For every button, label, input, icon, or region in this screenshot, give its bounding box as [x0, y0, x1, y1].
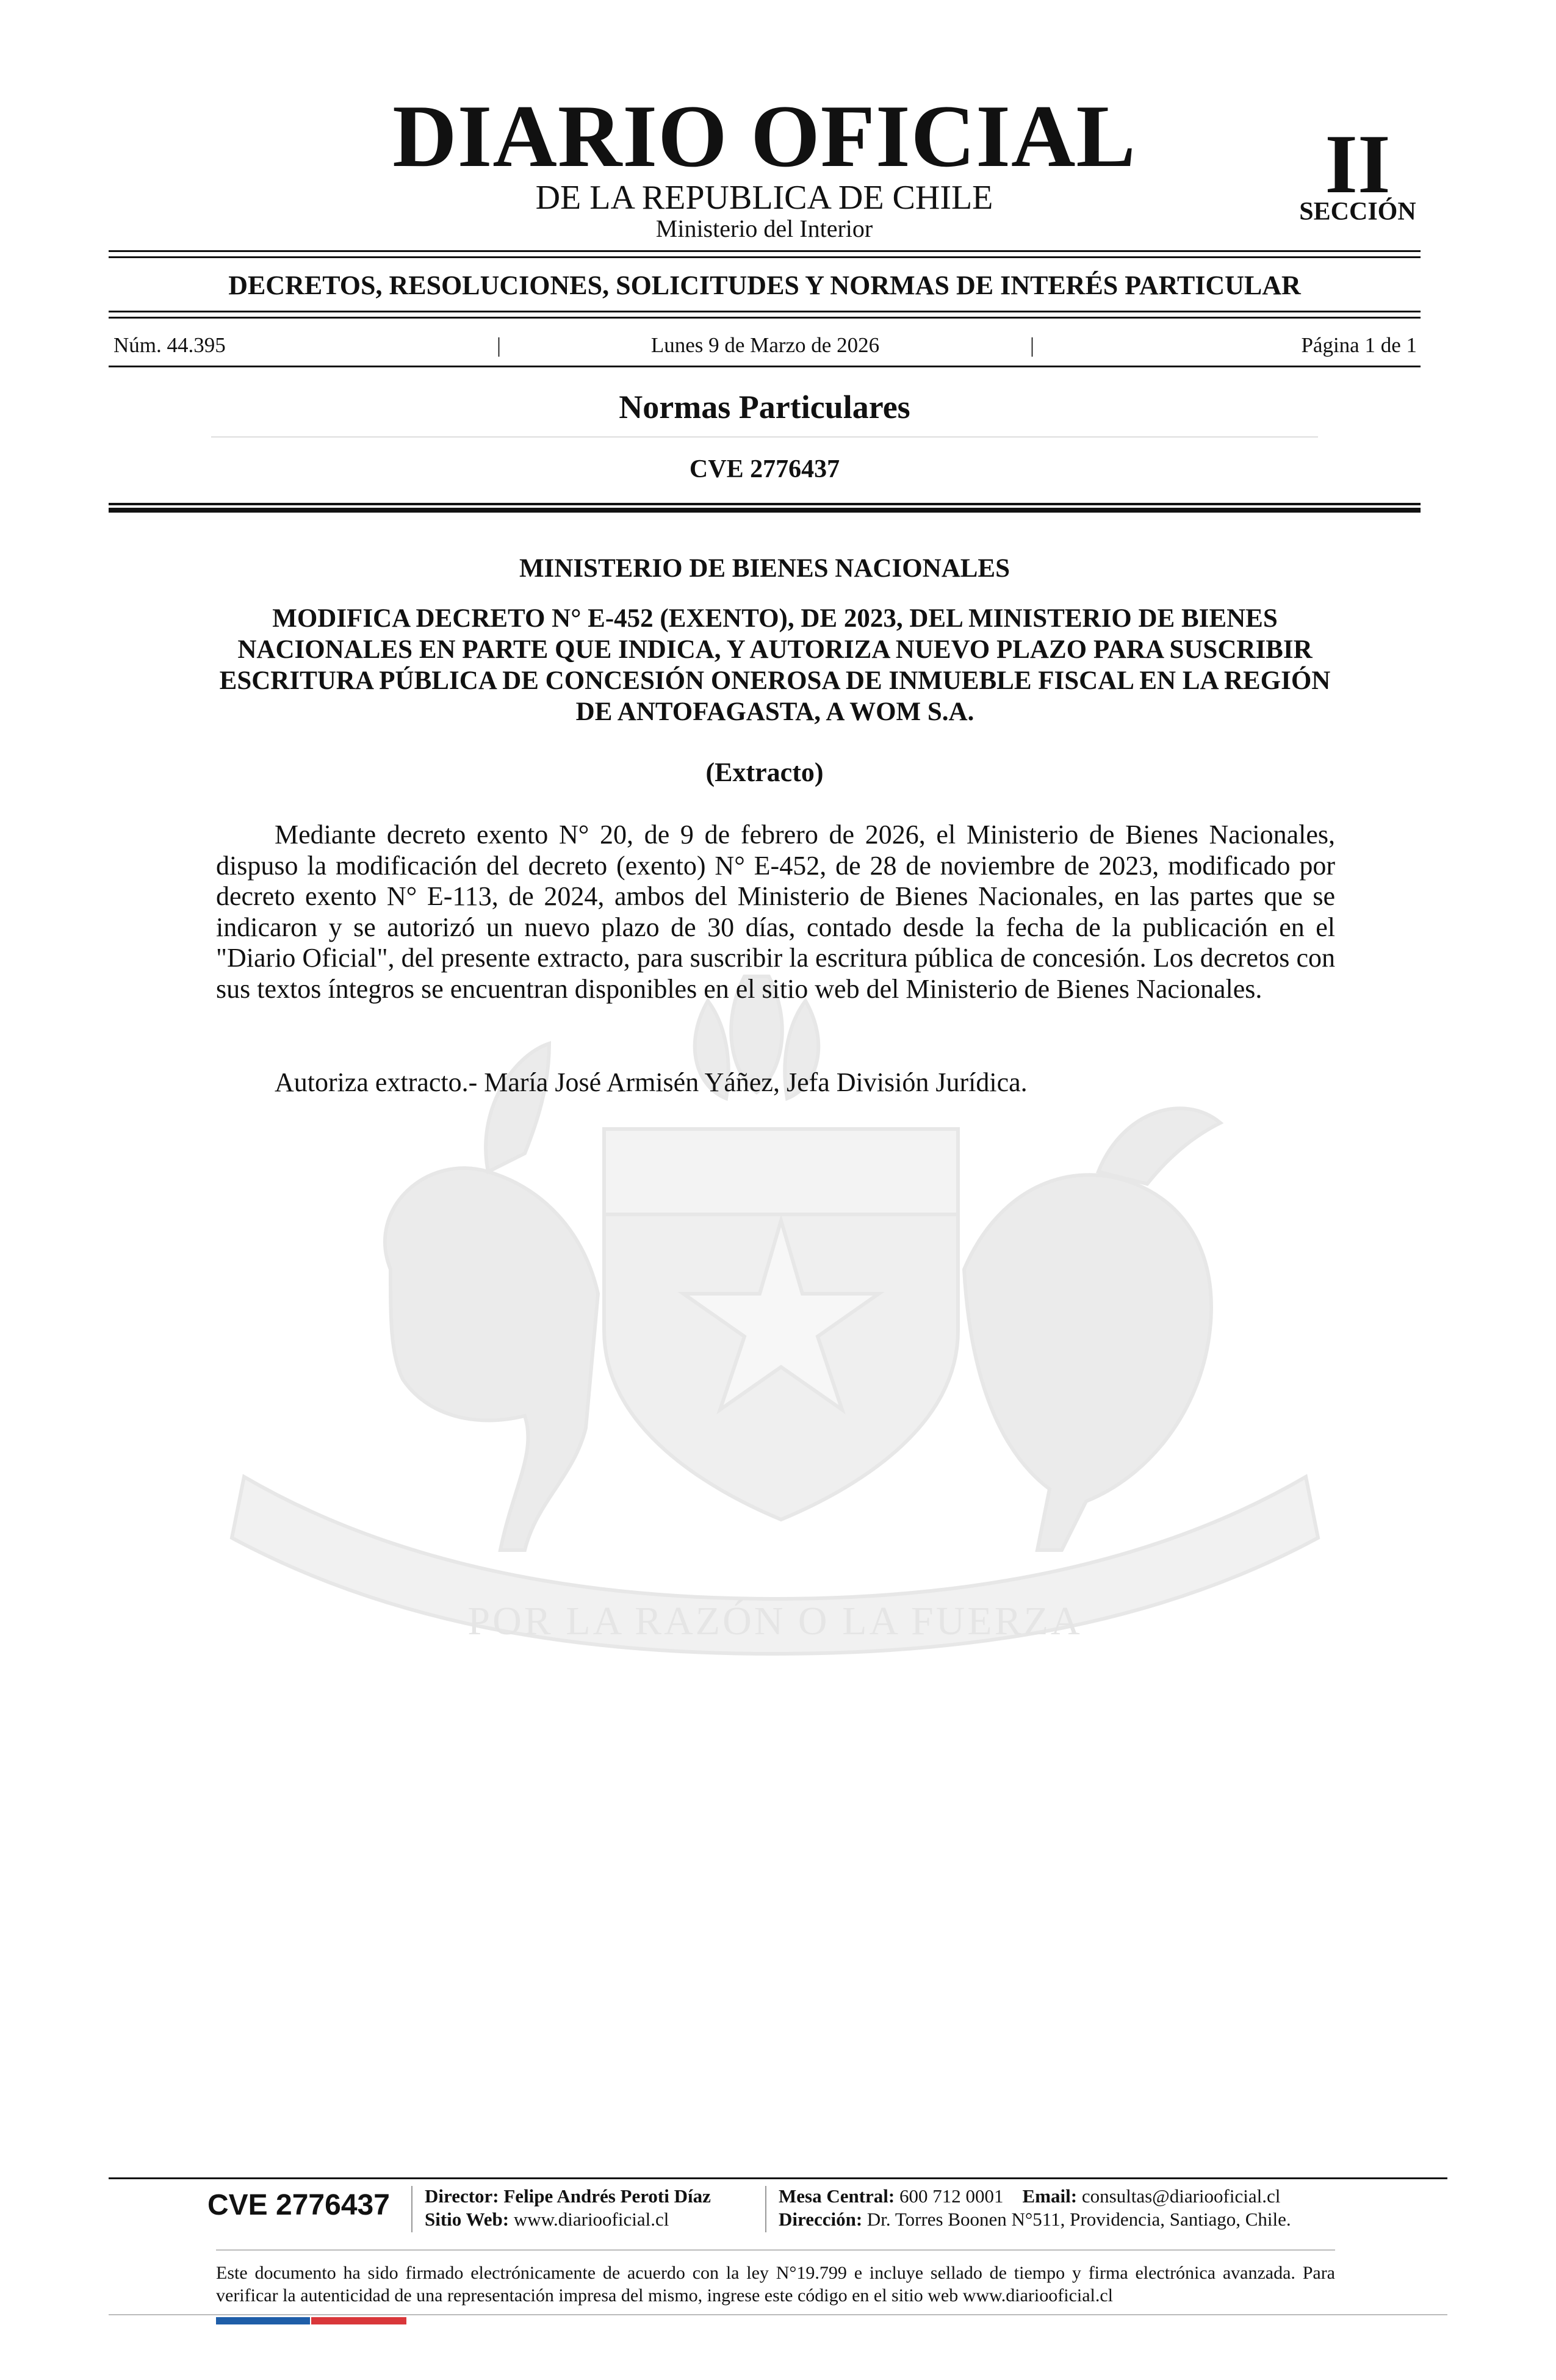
address-value: Dr. Torres Boonen N°511, Providencia, Santiago, Chile.	[866, 2209, 1291, 2230]
divider	[109, 503, 1421, 505]
director-label: Director:	[425, 2185, 499, 2207]
mesa-value: 600 712 0001	[899, 2185, 1004, 2207]
watermark-motto: POR LA RAZÓN O LA FUERZA	[467, 1599, 1082, 1643]
divider	[109, 508, 1421, 513]
divider	[109, 317, 1421, 319]
email-value[interactable]: consultas@diariooficial.cl	[1081, 2185, 1281, 2207]
issue-separator: |	[497, 333, 502, 357]
section-title: Normas Particulares	[619, 389, 910, 425]
divider	[109, 311, 1421, 312]
issue-separator: |	[1030, 333, 1035, 357]
flag-stripe-blue	[216, 2317, 310, 2324]
web-value[interactable]: www.diariooficial.cl	[513, 2209, 669, 2230]
web-label: Sitio Web:	[425, 2209, 510, 2230]
divider	[216, 2249, 1335, 2251]
address-label: Dirección:	[779, 2209, 863, 2230]
article-headline: MODIFICA DECRETO N° E-452 (EXENTO), DE 2023, DEL MINISTERIO DE BIENES NACIONALES EN PARTE QUE INDICA, Y AUTORIZA NUEVO PLAZO PARA SUSCRIBIR ESCRITURA PÚBLICA DE CONCESIÓN ONEROSA DE INMUEBLE FISCAL EN LA REGIÓN DE ANTOFAGASTA, A WOM S.A.	[219, 604, 1331, 726]
email-label: Email:	[1022, 2185, 1078, 2207]
coat-of-arms-watermark	[207, 952, 1342, 1660]
footer-legal-notice: Este documento ha sido firmado electrónicamente de acuerdo con la ley N°19.799 e incluye sellado de tiempo y firma electrónica avanzada. Para verificar la autenticidad de una representación impresa del mismo, ingrese este código en el sitio web www.diariooficial.cl	[216, 2263, 1335, 2306]
cve-code: CVE 2776437	[689, 455, 840, 483]
article-body: Mediante decreto exento N° 20, de 9 de febrero de 2026, el Ministerio de Bienes Nacionales, dispuso la modificación del decreto (exento) N° E-452, de 28 de noviembre de 2023, modificado por decreto exento N° E-113, de 2024, ambos del Ministerio de Bienes Nacionales, en las partes que se indicaron y se autorizó un nuevo plazo de 30 días, contado desde la fecha de la publicación en el "Diario Oficial", del presente extracto, para suscribir la escritura pública de concesión. Los decretos con sus textos íntegros se encuentran disponibles en el sitio web del Ministerio de Bienes Nacionales.	[216, 820, 1335, 1004]
flag-stripe-red	[311, 2317, 406, 2324]
article-ministry: MINISTERIO DE BIENES NACIONALES	[519, 554, 1010, 583]
divider	[109, 2314, 1447, 2315]
issue-page: Página 1 de 1	[1301, 333, 1417, 357]
article-signature: Autoriza extracto.- María José Armisén Yáñez, Jefa División Jurídica.	[275, 1067, 1028, 1097]
footer-contact-block	[779, 2185, 1352, 2231]
masthead-ministry: Ministerio del Interior	[655, 215, 873, 242]
mesa-label: Mesa Central:	[779, 2185, 895, 2207]
director-value: Felipe Andrés Peroti Díaz	[503, 2185, 711, 2207]
masthead-subtitle: DE LA REPUBLICA DE CHILE	[535, 179, 993, 217]
section-label: SECCIÓN	[1299, 198, 1416, 226]
divider	[411, 2186, 412, 2232]
masthead-title: DIARIO OFICIAL	[392, 87, 1136, 186]
footer-director-block	[425, 2185, 766, 2231]
issue-number: Núm. 44.395	[113, 333, 226, 357]
band-title: DECRETOS, RESOLUCIONES, SOLICITUDES Y NORMAS DE INTERÉS PARTICULAR	[228, 270, 1301, 300]
divider	[109, 250, 1421, 252]
footer-rule	[109, 2177, 1447, 2179]
section-number: II	[1325, 117, 1391, 211]
divider	[109, 256, 1421, 258]
footer-cve: CVE 2776437	[207, 2189, 390, 2221]
issue-date: Lunes 9 de Marzo de 2026	[650, 333, 880, 357]
article-subheading: (Extracto)	[705, 757, 824, 787]
divider	[211, 436, 1318, 438]
divider	[109, 366, 1421, 367]
divider	[765, 2186, 766, 2232]
